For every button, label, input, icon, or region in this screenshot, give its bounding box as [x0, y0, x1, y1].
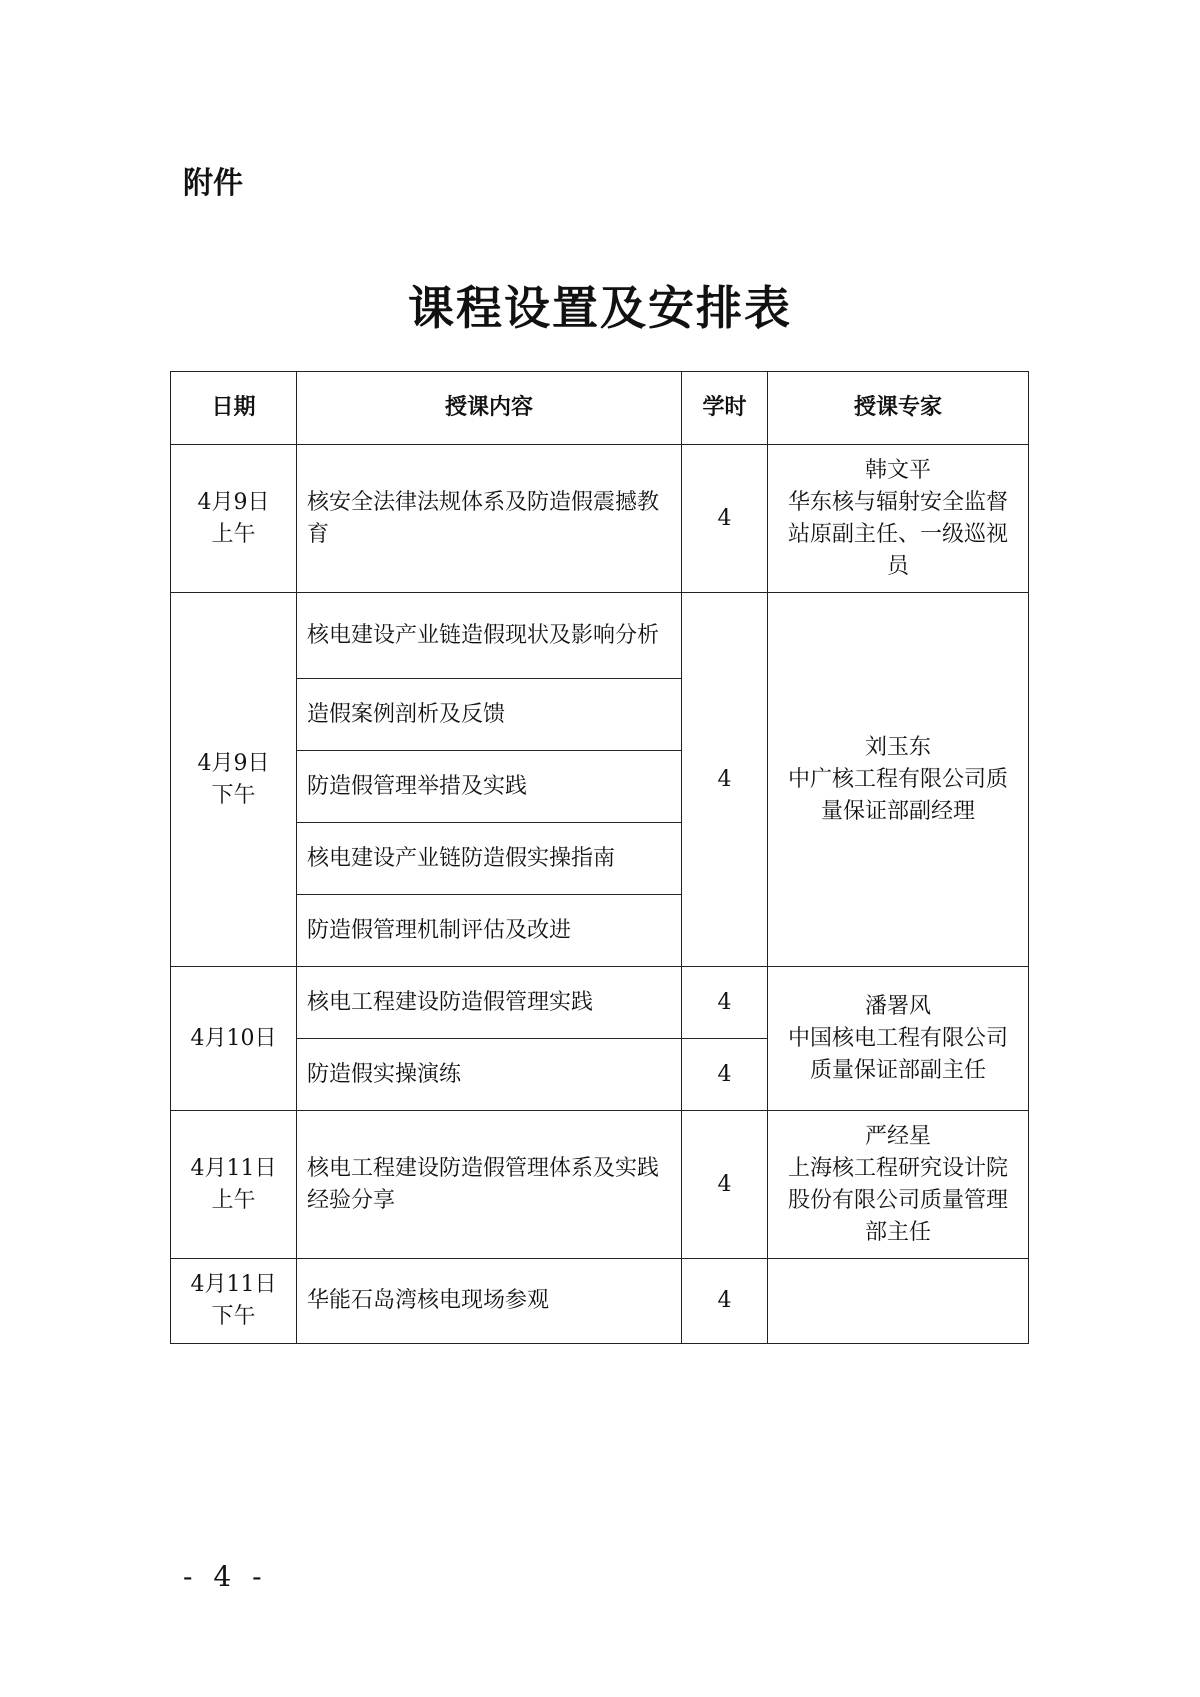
expert-cell: 潘署风 中国核电工程有限公司质量保证部副主任 — [768, 967, 1029, 1111]
hours-cell: 4 — [682, 593, 768, 967]
expert-cell: 严经星 上海核工程研究设计院股份有限公司质量管理部主任 — [768, 1111, 1029, 1259]
header-hours: 学时 — [682, 372, 768, 445]
hours-cell: 4 — [682, 1111, 768, 1259]
course-schedule-table — [170, 371, 1029, 1344]
content-cell: 核电工程建设防造假管理体系及实践经验分享 — [297, 1111, 682, 1259]
hours-cell: 4 — [682, 445, 768, 593]
annex-label: 附件 — [183, 166, 243, 201]
date-cell: 4月9日 下午 — [171, 593, 297, 967]
table-row — [171, 967, 1029, 1039]
content-cell: 防造假实操演练 — [297, 1039, 682, 1111]
content-cell: 核电建设产业链造假现状及影响分析 — [297, 593, 682, 679]
expert-cell: 刘玉东 中广核工程有限公司质量保证部副经理 — [768, 593, 1029, 967]
table-row — [171, 593, 1029, 679]
header-date: 日期 — [171, 372, 297, 445]
date-cell: 4月11日 下午 — [171, 1259, 297, 1344]
expert-cell — [768, 1259, 1029, 1344]
table-row — [171, 445, 1029, 593]
content-cell: 造假案例剖析及反馈 — [297, 679, 682, 751]
date-cell: 4月10日 — [171, 967, 297, 1111]
page-title: 课程设置及安排表 — [408, 281, 792, 335]
expert-cell: 韩文平 华东核与辐射安全监督站原副主任、一级巡视员 — [768, 445, 1029, 593]
hours-cell: 4 — [682, 1039, 768, 1111]
table-row — [171, 1111, 1029, 1259]
content-cell: 防造假管理举措及实践 — [297, 751, 682, 823]
content-cell: 核安全法律法规体系及防造假震撼教育 — [297, 445, 682, 593]
header-expert: 授课专家 — [768, 372, 1029, 445]
content-cell: 核电建设产业链防造假实操指南 — [297, 823, 682, 895]
content-cell: 核电工程建设防造假管理实践 — [297, 967, 682, 1039]
hours-cell: 4 — [682, 1259, 768, 1344]
date-cell: 4月9日 上午 — [171, 445, 297, 593]
content-cell: 华能石岛湾核电现场参观 — [297, 1259, 682, 1344]
table-header-row — [171, 372, 1029, 445]
date-cell: 4月11日 上午 — [171, 1111, 297, 1259]
table-row — [171, 1259, 1029, 1344]
hours-cell: 4 — [682, 967, 768, 1039]
header-content: 授课内容 — [297, 372, 682, 445]
page-number: - 4 - — [183, 1560, 268, 1593]
content-cell: 防造假管理机制评估及改进 — [297, 895, 682, 967]
